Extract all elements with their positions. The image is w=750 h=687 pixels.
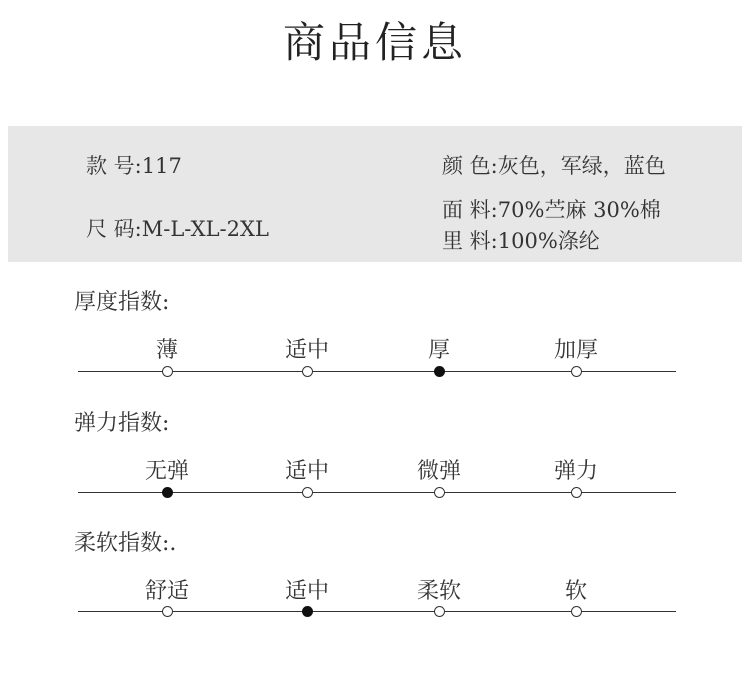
elasticity-level-label: 无弹	[144, 459, 189, 484]
model-number-label: 款 号:	[86, 154, 142, 178]
softness-level-label: 软	[564, 579, 587, 604]
model-number-value: 117	[141, 154, 182, 178]
fabric-value: 70%苎麻 30%棉	[497, 198, 661, 222]
softness-level-dot	[434, 606, 445, 617]
thickness-level-label: 适中	[284, 338, 329, 363]
thickness-level-label: 薄	[155, 338, 178, 363]
thickness-level-dot	[434, 366, 445, 377]
page-title: 商品信息	[282, 18, 467, 67]
elasticity-level-label: 适中	[284, 459, 329, 484]
color-label: 颜 色:	[442, 154, 498, 178]
softness-level-dot	[162, 606, 173, 617]
elasticity-level-dot	[571, 487, 582, 498]
elasticity-level-label: 微弹	[416, 459, 461, 484]
fabric-label: 面 料:	[442, 198, 498, 222]
fabric-field	[442, 198, 661, 222]
size-value: M-L-XL-2XL	[141, 217, 269, 241]
lining-field	[442, 229, 600, 253]
color-field	[442, 154, 666, 178]
elasticity-level-dot	[302, 487, 313, 498]
color-value: 灰色，军绿，蓝色	[497, 154, 666, 178]
softness-level-dot	[571, 606, 582, 617]
lining-value: 100%涤纶	[497, 229, 600, 253]
softness-level-label: 适中	[284, 579, 329, 604]
softness-level-dot	[302, 606, 313, 617]
softness-level-label: 舒适	[144, 579, 189, 604]
thickness-level-dot	[571, 366, 582, 377]
thickness-level-label: 加厚	[553, 338, 598, 363]
thickness-level-dot	[302, 366, 313, 377]
elasticity-scale-title: 弹力指数:	[74, 411, 170, 436]
size-field	[86, 217, 269, 241]
size-label: 尺 码:	[86, 217, 142, 241]
product-info-panel	[8, 126, 742, 262]
thickness-level-label: 厚	[427, 338, 450, 363]
lining-label: 里 料:	[442, 229, 498, 253]
softness-level-label: 柔软	[416, 579, 461, 604]
softness-scale-title: 柔软指数:.	[74, 531, 177, 556]
elasticity-level-dot	[434, 487, 445, 498]
thickness-level-dot	[162, 366, 173, 377]
model-number-field	[86, 154, 182, 178]
elasticity-level-label: 弹力	[553, 459, 598, 484]
elasticity-level-dot	[162, 487, 173, 498]
thickness-scale-title: 厚度指数:	[74, 290, 170, 315]
